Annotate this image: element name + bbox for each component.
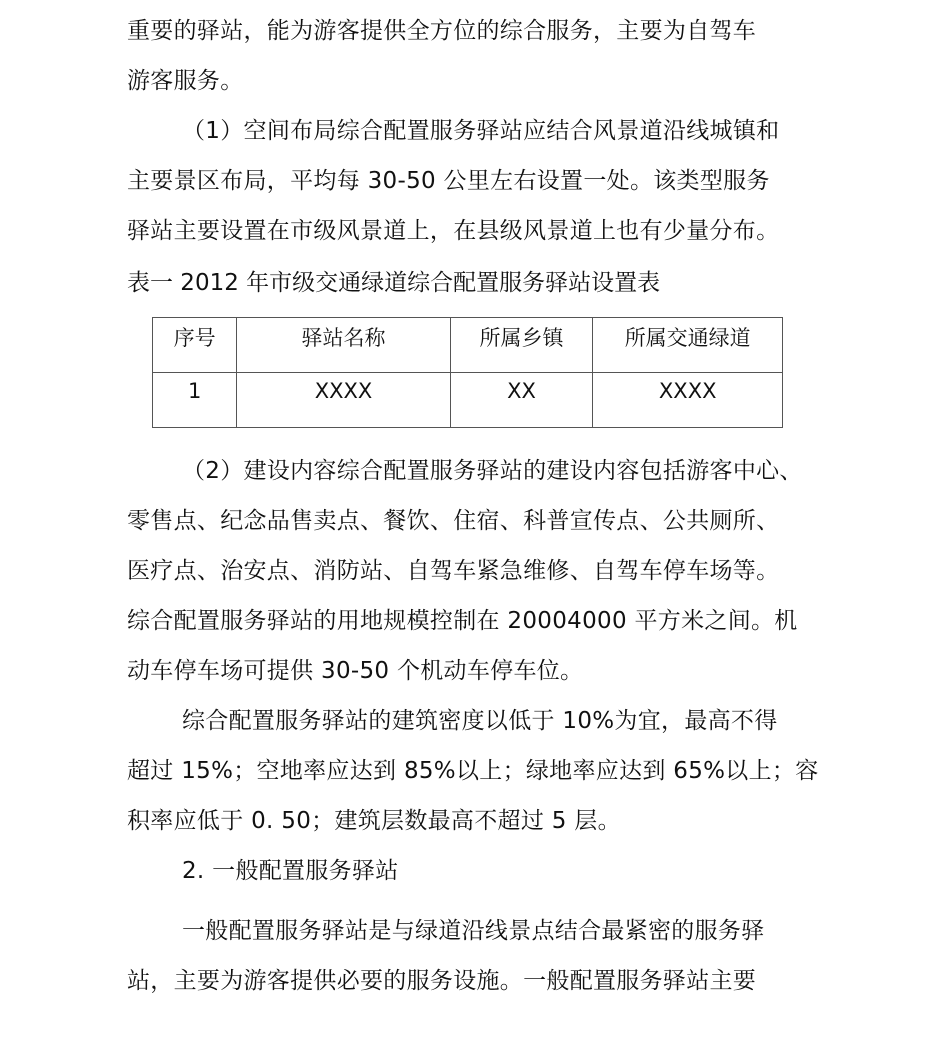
table-cell: XXXX <box>593 373 783 428</box>
table-cell: XX <box>450 373 593 428</box>
table-cell: 1 <box>153 373 237 428</box>
text-line: （1）空间布局综合配置服务驿站应结合风景道沿线城镇和 <box>182 118 780 144</box>
text-line: 医疗点、治安点、消防站、自驾车紧急维修、自驾车停车场等。 <box>127 558 780 584</box>
table-header-row <box>153 318 783 373</box>
table-row <box>153 373 783 428</box>
table-cell: XXXX <box>237 373 450 428</box>
text-line: （2）建设内容综合配置服务驿站的建设内容包括游客中心、 <box>182 458 803 484</box>
header-cell-no: 序号 <box>153 318 237 373</box>
station-table <box>152 317 783 428</box>
header-cell-town: 所属乡镇 <box>450 318 593 373</box>
text-line: 零售点、纪念品售卖点、餐饮、住宿、科普宣传点、公共厕所、 <box>127 508 780 534</box>
header-cell-greenway: 所属交通绿道 <box>593 318 783 373</box>
text-line: 驿站主要设置在市级风景道上，在县级风景道上也有少量分布。 <box>127 218 780 244</box>
section-heading: 2. 一般配置服务驿站 <box>182 858 399 884</box>
text-line: 综合配置服务驿站的建筑密度以低于 10%为宜，最高不得 <box>182 708 778 734</box>
text-line: 重要的驿站，能为游客提供全方位的综合服务，主要为自驾车 <box>127 18 757 44</box>
text-line: 积率应低于 0. 50；建筑层数最高不超过 5 层。 <box>127 808 621 834</box>
header-cell-station-name: 驿站名称 <box>237 318 450 373</box>
text-line: 一般配置服务驿站是与绿道沿线景点结合最紧密的服务驿 <box>182 918 765 944</box>
table-caption: 表一 2012 年市级交通绿道综合配置服务驿站设置表 <box>127 270 661 296</box>
text-line: 综合配置服务驿站的用地规模控制在 20004000 平方米之间。机 <box>127 608 798 634</box>
text-line: 动车停车场可提供 30-50 个机动车停车位。 <box>127 658 584 684</box>
text-line: 游客服务。 <box>127 68 244 94</box>
text-line: 超过 15%；空地率应达到 85%以上；绿地率应达到 65%以上；容 <box>127 758 819 784</box>
text-line: 主要景区布局，平均每 30-50 公里左右设置一处。该类型服务 <box>127 168 770 194</box>
text-line: 站，主要为游客提供必要的服务设施。一般配置服务驿站主要 <box>127 968 757 994</box>
